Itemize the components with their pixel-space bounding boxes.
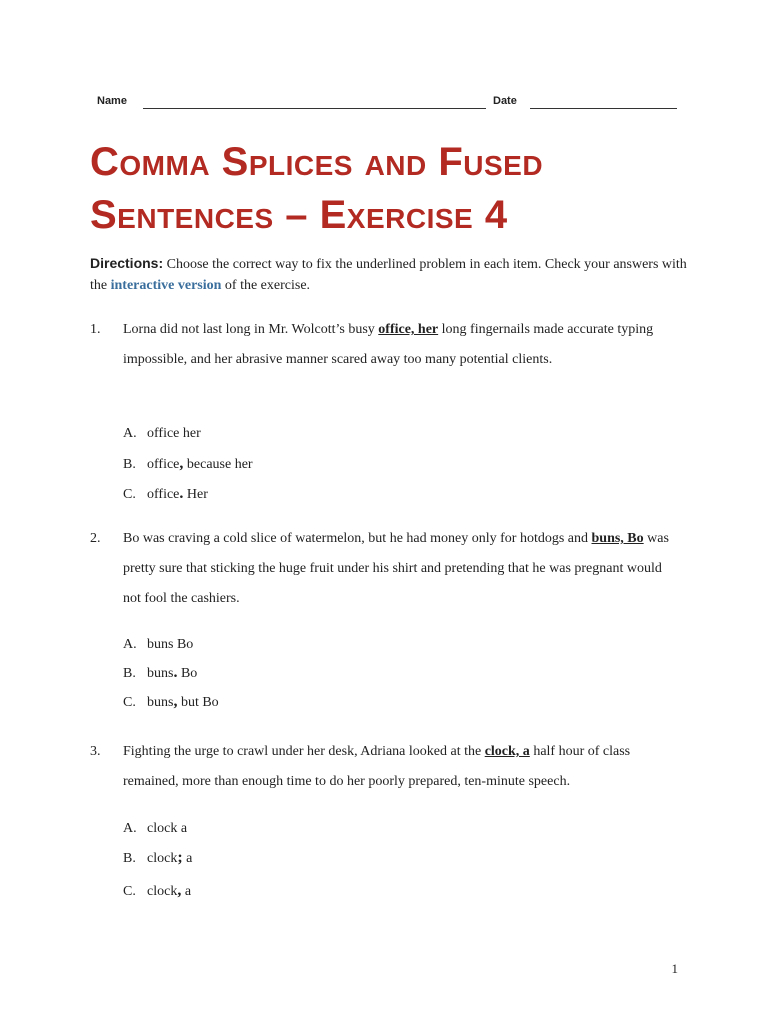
option-text: clock <box>147 884 178 899</box>
option-text-after: because her <box>183 457 253 472</box>
answer-option[interactable] <box>123 485 208 504</box>
option-punctuation: , <box>173 693 178 710</box>
directions-text: Choose the correct way to fix the underlined problem in each item. Check your answers with the <box>90 257 687 293</box>
option-text: clock a <box>147 821 188 836</box>
date-label: Date <box>493 95 517 107</box>
option-punctuation: , <box>177 882 182 899</box>
option-letter: C. <box>123 695 136 710</box>
directions-label: Directions: <box>90 255 164 271</box>
question-number: 1. <box>90 322 101 337</box>
page-number: 1 <box>671 961 678 976</box>
question-text-before: Bo was craving a cold slice of watermelon, but he had money only for hotdogs and <box>123 531 588 546</box>
interactive-version-link[interactable]: interactive version <box>110 278 222 293</box>
option-letter: A. <box>123 426 137 441</box>
directions <box>90 253 690 296</box>
option-text: office her <box>147 426 201 441</box>
question-text-before: Lorna did not last long in Mr. Wolcott’s busy <box>123 322 375 337</box>
question-text <box>123 315 683 375</box>
option-letter: A. <box>123 821 137 836</box>
answer-option[interactable] <box>123 425 201 443</box>
answer-option[interactable] <box>123 664 197 683</box>
question-number: 2. <box>90 531 101 546</box>
option-letter: B. <box>123 457 136 472</box>
option-letter: C. <box>123 884 136 899</box>
option-letter: B. <box>123 851 136 866</box>
answer-option[interactable] <box>123 820 187 838</box>
question-text-after: long fingernails made accurate typing impossible, and her abrasive manner scared away too many potential clients. <box>123 322 654 367</box>
question-text <box>123 737 683 797</box>
question-text-after: was pretty sure that sticking the huge fruit under his shirt and pretending that he was pregnant would not fool the cashiers. <box>123 531 669 606</box>
answer-option[interactable] <box>123 693 219 712</box>
name-field-line[interactable] <box>143 108 486 109</box>
question-text-after: half hour of class remained, more than enough time to do her poorly prepared, ten-minute speech. <box>123 744 631 789</box>
option-letter: C. <box>123 487 136 502</box>
option-text-after: Her <box>183 487 208 502</box>
option-text-after: but Bo <box>177 695 219 710</box>
option-text-after: a <box>182 851 193 866</box>
question-text-before: Fighting the urge to crawl under her desk, Adriana looked at the <box>123 744 482 759</box>
date-field-line[interactable] <box>530 108 677 109</box>
answer-option[interactable] <box>123 455 253 474</box>
page-title: Comma Splices and Fused Sentences – Exercise 4 <box>90 140 544 237</box>
underlined-problem: clock, a <box>484 744 530 759</box>
option-punctuation: . <box>179 485 184 502</box>
option-punctuation: . <box>173 664 178 681</box>
option-text: office <box>147 487 180 502</box>
underlined-problem: office, her <box>378 322 439 337</box>
name-label: Name <box>97 95 127 107</box>
option-text: buns <box>147 695 174 710</box>
option-letter: A. <box>123 637 137 652</box>
option-text-after: a <box>181 884 192 899</box>
answer-option[interactable] <box>123 882 191 901</box>
question-number: 3. <box>90 744 101 759</box>
option-text-after: Bo <box>177 666 198 681</box>
question-text <box>123 524 683 614</box>
option-text: buns Bo <box>147 637 194 652</box>
option-text: buns <box>147 666 174 681</box>
directions-text-after: of the exercise. <box>224 278 311 293</box>
option-text: office <box>147 457 180 472</box>
option-punctuation: , <box>179 455 184 472</box>
answer-option[interactable] <box>123 636 193 654</box>
option-letter: B. <box>123 666 136 681</box>
underlined-problem: buns, Bo <box>591 531 644 546</box>
answer-option[interactable] <box>123 849 192 868</box>
option-text: clock <box>147 851 178 866</box>
option-punctuation: ; <box>177 849 183 866</box>
